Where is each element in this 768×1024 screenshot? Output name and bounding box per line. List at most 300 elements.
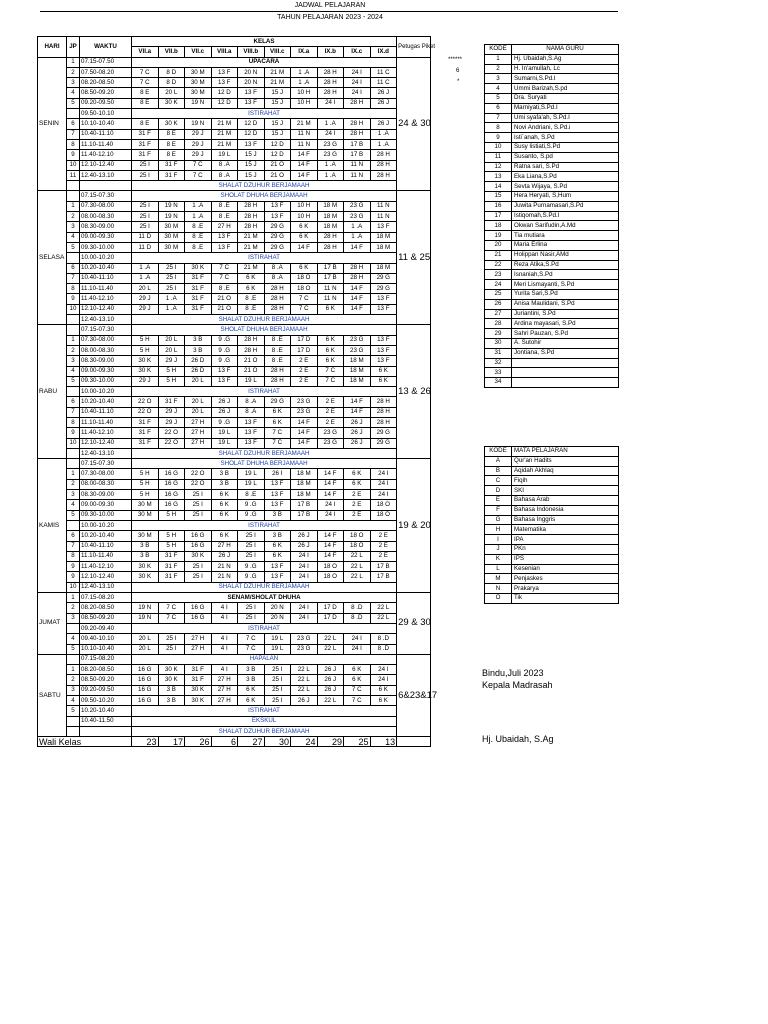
- lesson-cell: 1 .A: [344, 232, 371, 242]
- lesson-cell: 29 J: [158, 407, 185, 417]
- teacher-name: H. In'amullah, Lc: [512, 64, 619, 74]
- jp-cell: 2: [67, 212, 80, 222]
- lesson-cell: 25 I: [264, 685, 291, 695]
- jp-cell: 5: [67, 98, 80, 108]
- teacher-name: A. Sutohir: [512, 338, 619, 348]
- lesson-cell: 6 K: [264, 417, 291, 427]
- lesson-cell: 24 I: [291, 562, 318, 572]
- schedule-row: [38, 366, 431, 376]
- lesson-cell: 25 I: [132, 201, 159, 211]
- lesson-cell: 21 N: [211, 572, 238, 582]
- lesson-cell: 23 G: [317, 150, 344, 160]
- jp-cell: 10: [67, 304, 80, 314]
- lesson-cell: 19 L: [264, 644, 291, 654]
- subject-code: G: [485, 515, 512, 525]
- teacher-code: 4: [485, 84, 512, 94]
- activity-span: SHALAT DZUHUR BERJAMAAH: [132, 448, 397, 458]
- lesson-cell: 31 F: [132, 438, 159, 448]
- teacher-row: [485, 93, 619, 103]
- time-cell: 10.20-10.40: [80, 263, 132, 273]
- schedule-row: [38, 706, 431, 716]
- lesson-cell: 30 K: [185, 696, 212, 706]
- teacher-code: 5: [485, 93, 512, 103]
- lesson-cell: 30 K: [158, 665, 185, 675]
- jp-cell: 3: [67, 685, 80, 695]
- time-cell: 09.40-10.10: [80, 634, 132, 644]
- jp-cell: 6: [67, 119, 80, 129]
- lesson-cell: 24 I: [344, 88, 371, 98]
- schedule-row: [38, 510, 431, 520]
- teacher-name: Hj. Ubaidah,S.Ag: [512, 54, 619, 64]
- time-cell: 08.50-09.20: [80, 675, 132, 685]
- lesson-cell: 16 G: [132, 665, 159, 675]
- jp-cell: 1: [67, 201, 80, 211]
- lesson-cell: 13 F: [370, 356, 397, 366]
- lesson-cell: 28 H: [317, 67, 344, 77]
- lesson-cell: 22 O: [185, 479, 212, 489]
- teacher-row: [485, 289, 619, 299]
- time-cell: 09.00-09.30: [80, 500, 132, 510]
- lesson-cell: 6 K: [344, 675, 371, 685]
- lesson-cell: 8 E: [132, 98, 159, 108]
- lesson-cell: 14 F: [317, 479, 344, 489]
- jp-cell: [67, 191, 80, 201]
- teacher-name: Sumarni,S.Pd.I: [512, 74, 619, 84]
- jp-cell: 2: [67, 675, 80, 685]
- teacher-code: 18: [485, 221, 512, 231]
- teacher-name-header: NAMA GURU: [512, 45, 619, 55]
- lesson-cell: 1 .A: [370, 139, 397, 149]
- schedule-row: [38, 212, 431, 222]
- homeroom-value: 26: [185, 737, 212, 747]
- lesson-cell: 18 M: [291, 490, 318, 500]
- lesson-cell: 24 I: [317, 98, 344, 108]
- jp-cell: 5: [67, 644, 80, 654]
- time-cell: 08.30-09.00: [80, 356, 132, 366]
- lesson-cell: 21 M: [264, 67, 291, 77]
- lesson-cell: 1 .A: [291, 78, 318, 88]
- lesson-cell: 19 L: [264, 634, 291, 644]
- subject-row: [485, 505, 619, 515]
- lesson-cell: 7 C: [211, 263, 238, 273]
- lesson-cell: 14 F: [344, 284, 371, 294]
- lesson-cell: 27 H: [185, 438, 212, 448]
- lesson-cell: 29 J: [158, 417, 185, 427]
- time-cell: 11.40-12.10: [80, 562, 132, 572]
- teacher-name: Susanto, S.pd: [512, 152, 619, 162]
- teacher-code: 21: [485, 250, 512, 260]
- lesson-cell: 30 M: [132, 531, 159, 541]
- teacher-row: [485, 84, 619, 94]
- lesson-cell: 26 D: [185, 366, 212, 376]
- teacher-code: 13: [485, 172, 512, 182]
- lesson-cell: 23 G: [291, 407, 318, 417]
- lesson-cell: 30 M: [132, 510, 159, 520]
- time-cell: 07.15-07.30: [80, 325, 132, 335]
- jp-cell: 9: [67, 150, 80, 160]
- lesson-cell: 28 H: [238, 212, 265, 222]
- lesson-cell: 31 F: [158, 551, 185, 561]
- jp-cell: [67, 181, 80, 191]
- teacher-name: Marniyati,S.Pd.I: [512, 103, 619, 113]
- lesson-cell: 17 B: [370, 562, 397, 572]
- teacher-code: 20: [485, 240, 512, 250]
- lesson-cell: 17 D: [291, 345, 318, 355]
- schedule-row: [38, 253, 431, 263]
- lesson-cell: 14 F: [317, 551, 344, 561]
- activity-span: EKSKUL: [132, 716, 397, 726]
- lesson-cell: 3 B: [211, 479, 238, 489]
- duty-officer: 29 & 30: [397, 593, 431, 655]
- lesson-cell: 23 G: [344, 345, 371, 355]
- lesson-cell: 5 H: [132, 469, 159, 479]
- teacher-row: [485, 280, 619, 290]
- lesson-cell: 13 F: [370, 222, 397, 232]
- lesson-cell: 25 I: [238, 531, 265, 541]
- time-cell: 07.50-08.20: [80, 67, 132, 77]
- lesson-cell: 21 M: [291, 119, 318, 129]
- lesson-cell: 23 G: [317, 428, 344, 438]
- subject-name: Qur'an Hadits: [512, 456, 619, 466]
- lesson-cell: 22 L: [317, 634, 344, 644]
- lesson-cell: 25 I: [238, 603, 265, 613]
- time-cell: 09.20-09.40: [80, 623, 132, 633]
- time-cell: 09.50-10.10: [80, 109, 132, 119]
- lesson-cell: 27 H: [211, 685, 238, 695]
- lesson-cell: 17 B: [344, 150, 371, 160]
- activity-span: SHALAT DZUHUR BERJAMAAH: [132, 726, 397, 736]
- jp-cell: [67, 716, 80, 726]
- lesson-cell: 3 B: [185, 345, 212, 355]
- lesson-cell: 27 H: [185, 417, 212, 427]
- lesson-cell: 28 H: [317, 232, 344, 242]
- lesson-cell: 18 O: [344, 541, 371, 551]
- lesson-cell: 29 J: [132, 294, 159, 304]
- jp-cell: 10: [67, 582, 80, 592]
- schedule-row: [38, 448, 431, 458]
- teacher-row: [485, 309, 619, 319]
- lesson-cell: 2 E: [370, 551, 397, 561]
- class-header: IX.b: [317, 47, 344, 57]
- teacher-code: 19: [485, 231, 512, 241]
- jp-cell: 1: [67, 469, 80, 479]
- col-piket: Petugas Piket: [397, 37, 431, 58]
- lesson-cell: 21 M: [211, 119, 238, 129]
- lesson-cell: 27 H: [211, 675, 238, 685]
- schedule-row: [38, 98, 431, 108]
- lesson-cell: 21 O: [264, 160, 291, 170]
- teacher-row: [485, 123, 619, 133]
- lesson-cell: 6 K: [370, 366, 397, 376]
- lesson-cell: 30 K: [158, 98, 185, 108]
- teacher-row: [485, 378, 619, 388]
- schedule-row: [38, 582, 431, 592]
- lesson-cell: 25 I: [185, 572, 212, 582]
- jp-cell: [67, 109, 80, 119]
- subject-code-header: KODE: [485, 447, 512, 457]
- lesson-cell: 29 J: [185, 150, 212, 160]
- lesson-cell: 8 .E: [264, 345, 291, 355]
- lesson-cell: 26 J: [291, 696, 318, 706]
- lesson-cell: 26 J: [370, 119, 397, 129]
- teacher-name: Ratna sari, S.Pd: [512, 162, 619, 172]
- lesson-cell: 1 .A: [317, 119, 344, 129]
- note-stars: ******: [448, 57, 463, 63]
- lesson-cell: 29 J: [185, 139, 212, 149]
- teacher-row: [485, 182, 619, 192]
- lesson-cell: 22 L: [317, 644, 344, 654]
- lesson-cell: 23 G: [291, 634, 318, 644]
- lesson-cell: 13 F: [211, 376, 238, 386]
- lesson-cell: 28 H: [264, 366, 291, 376]
- lesson-cell: 9 .G: [211, 335, 238, 345]
- lesson-cell: 16 G: [185, 613, 212, 623]
- subject-code: M: [485, 574, 512, 584]
- lesson-cell: 5 H: [158, 531, 185, 541]
- lesson-cell: 14 F: [317, 469, 344, 479]
- schedule-row: [38, 593, 431, 603]
- lesson-cell: 18 O: [317, 572, 344, 582]
- subject-name: Tik: [512, 593, 619, 603]
- lesson-cell: 20 L: [158, 88, 185, 98]
- lesson-cell: 8 .E: [238, 304, 265, 314]
- schedule-row: [38, 397, 431, 407]
- schedule-row: [38, 520, 431, 530]
- subject-name: Penjaskes: [512, 574, 619, 584]
- schedule-row: [38, 551, 431, 561]
- lesson-cell: 4 I: [211, 603, 238, 613]
- lesson-cell: 21 O: [211, 294, 238, 304]
- time-cell: 07.30-08.00: [80, 335, 132, 345]
- lesson-cell: 8 .E: [185, 222, 212, 232]
- jp-cell: 9: [67, 294, 80, 304]
- homeroom-value: 25: [344, 737, 371, 747]
- lesson-cell: 20 L: [185, 397, 212, 407]
- lesson-cell: 2 E: [317, 397, 344, 407]
- col-jp: JP: [67, 37, 80, 58]
- lesson-cell: 18 M: [344, 356, 371, 366]
- lesson-cell: 30 K: [185, 685, 212, 695]
- lesson-cell: 29 G: [264, 242, 291, 252]
- teacher-row: [485, 142, 619, 152]
- lesson-cell: 13 F: [370, 345, 397, 355]
- time-cell: 10.40-11.10: [80, 541, 132, 551]
- lesson-cell: 1 .A: [185, 201, 212, 211]
- teacher-row: [485, 221, 619, 231]
- teacher-code: 8: [485, 123, 512, 133]
- lesson-cell: 26 D: [185, 356, 212, 366]
- lesson-cell: 13 F: [264, 562, 291, 572]
- subject-code: L: [485, 564, 512, 574]
- jp-cell: 1: [67, 665, 80, 675]
- lesson-cell: 25 I: [264, 665, 291, 675]
- lesson-cell: 28 H: [264, 376, 291, 386]
- lesson-cell: 29 J: [185, 129, 212, 139]
- col-waktu: WAKTU: [80, 37, 132, 58]
- lesson-cell: 18 O: [370, 510, 397, 520]
- day-name: SABTU: [38, 654, 67, 736]
- teacher-code: 17: [485, 211, 512, 221]
- lesson-cell: 8 .A: [211, 170, 238, 180]
- schedule-row: [38, 654, 431, 664]
- lesson-cell: 28 H: [238, 335, 265, 345]
- duty-officer: 19 & 20: [397, 459, 431, 593]
- subject-row: [485, 574, 619, 584]
- lesson-cell: 8 .E: [264, 335, 291, 345]
- lesson-cell: 28 H: [344, 263, 371, 273]
- duty-officer: 24 & 30: [397, 57, 431, 191]
- lesson-cell: 22 L: [344, 572, 371, 582]
- lesson-cell: 17 B: [291, 500, 318, 510]
- lesson-cell: 24 I: [291, 603, 318, 613]
- time-cell: 11.10-11.40: [80, 551, 132, 561]
- lesson-cell: 14 F: [291, 170, 318, 180]
- lesson-cell: 4 I: [211, 644, 238, 654]
- jp-cell: [67, 387, 80, 397]
- lesson-cell: 25 I: [158, 284, 185, 294]
- schedule-row: [38, 232, 431, 242]
- lesson-cell: 26 J: [291, 531, 318, 541]
- lesson-cell: 12 D: [211, 98, 238, 108]
- note-six: 6: [456, 68, 460, 74]
- teacher-code: 26: [485, 299, 512, 309]
- lesson-cell: 19 L: [211, 150, 238, 160]
- lesson-cell: 8 .A: [211, 160, 238, 170]
- activity-span: SHALAT DZUHUR BERJAMAAH: [132, 582, 397, 592]
- jp-cell: 3: [67, 613, 80, 623]
- class-header: VII.a: [132, 47, 159, 57]
- lesson-cell: 6 K: [291, 232, 318, 242]
- lesson-cell: 5 H: [132, 479, 159, 489]
- subject-name-header: MATA PELAJARAN: [512, 447, 619, 457]
- lesson-cell: 30 K: [132, 356, 159, 366]
- lesson-cell: 21 M: [238, 232, 265, 242]
- jp-cell: 2: [67, 345, 80, 355]
- lesson-cell: 28 H: [238, 222, 265, 232]
- schedule-row: [38, 675, 431, 685]
- teacher-name: Jontiana, S.Pd: [512, 348, 619, 358]
- time-cell: 12.10-12.40: [80, 438, 132, 448]
- lesson-cell: 18 M: [291, 469, 318, 479]
- lesson-cell: 30 M: [158, 242, 185, 252]
- lesson-cell: 30 K: [132, 366, 159, 376]
- teacher-name: Juriantini, S.Pd: [512, 309, 619, 319]
- subject-name: IPA: [512, 535, 619, 545]
- lesson-cell: 16 G: [158, 469, 185, 479]
- time-cell: 11.10-11.40: [80, 139, 132, 149]
- time-cell: 10.20-10.40: [80, 706, 132, 716]
- jp-cell: 9: [67, 428, 80, 438]
- lesson-cell: 9 .G: [238, 572, 265, 582]
- lesson-cell: 9 .G: [211, 417, 238, 427]
- teacher-row: [485, 231, 619, 241]
- time-cell: 08.00-08.30: [80, 212, 132, 222]
- teacher-row: [485, 152, 619, 162]
- subject-row: [485, 476, 619, 486]
- lesson-cell: 28 H: [317, 242, 344, 252]
- time-cell: 10.40-11.10: [80, 273, 132, 283]
- lesson-cell: 30 K: [185, 551, 212, 561]
- lesson-cell: 6 K: [370, 685, 397, 695]
- jp-cell: 2: [67, 67, 80, 77]
- lesson-cell: 23 G: [344, 335, 371, 345]
- activity-span: UPACARA: [132, 57, 397, 67]
- subject-code: J: [485, 544, 512, 554]
- lesson-cell: 22 L: [344, 551, 371, 561]
- lesson-cell: 4 I: [211, 634, 238, 644]
- schedule-row: [38, 356, 431, 366]
- lesson-cell: 24 I: [291, 551, 318, 561]
- activity-span: ISTIRAHAT: [132, 623, 397, 633]
- lesson-cell: 20 N: [238, 78, 265, 88]
- lesson-cell: 21 M: [238, 242, 265, 252]
- lesson-cell: 5 H: [158, 510, 185, 520]
- lesson-cell: 12 D: [238, 119, 265, 129]
- teacher-table: [484, 44, 619, 388]
- lesson-cell: 7 C: [158, 613, 185, 623]
- jp-cell: 5: [67, 510, 80, 520]
- teacher-code-header: KODE: [485, 45, 512, 55]
- lesson-cell: 18 O: [370, 500, 397, 510]
- time-cell: 07.30-08.00: [80, 201, 132, 211]
- lesson-cell: 29 G: [264, 232, 291, 242]
- lesson-cell: 11 N: [317, 294, 344, 304]
- jp-cell: [67, 325, 80, 335]
- schedule-row: [38, 490, 431, 500]
- lesson-cell: 7 C: [185, 160, 212, 170]
- teacher-name: [512, 368, 619, 378]
- lesson-cell: 8 .D: [370, 644, 397, 654]
- activity-span: ISTIRAHAT: [132, 387, 397, 397]
- lesson-cell: 14 F: [344, 304, 371, 314]
- lesson-cell: 13 F: [370, 335, 397, 345]
- activity-span: SHALAT DZUHUR BERJAMAAH: [132, 315, 397, 325]
- time-cell: 11.40-12.10: [80, 428, 132, 438]
- lesson-cell: 28 H: [344, 119, 371, 129]
- lesson-cell: 20 L: [132, 634, 159, 644]
- lesson-cell: 6 K: [238, 696, 265, 706]
- lesson-cell: 24 I: [344, 78, 371, 88]
- lesson-cell: 23 G: [291, 644, 318, 654]
- lesson-cell: 11 D: [132, 232, 159, 242]
- lesson-cell: 19 L: [238, 479, 265, 489]
- teacher-name: Isti`anah, S.Pd: [512, 133, 619, 143]
- lesson-cell: 6 K: [264, 407, 291, 417]
- teacher-name: Sahri Pauzan, S.Pd: [512, 329, 619, 339]
- lesson-cell: 25 I: [158, 644, 185, 654]
- schedule-row: [38, 119, 431, 129]
- lesson-cell: 2 E: [291, 376, 318, 386]
- lesson-cell: 24 I: [317, 129, 344, 139]
- teacher-name: Juwita Purnamasari,S.Pd: [512, 201, 619, 211]
- lesson-cell: 18 O: [291, 273, 318, 283]
- lesson-cell: 17 B: [344, 139, 371, 149]
- teacher-code: 3: [485, 74, 512, 84]
- lesson-cell: 14 F: [291, 150, 318, 160]
- schedule-row: [38, 716, 431, 726]
- homeroom-label: Wali Kelas: [38, 737, 132, 747]
- lesson-cell: 31 F: [132, 428, 159, 438]
- lesson-cell: 14 F: [291, 428, 318, 438]
- lesson-cell: 13 F: [211, 242, 238, 252]
- lesson-cell: 28 H: [264, 284, 291, 294]
- lesson-cell: 15 J: [264, 129, 291, 139]
- lesson-cell: 8 E: [158, 139, 185, 149]
- lesson-cell: 26 J: [370, 88, 397, 98]
- lesson-cell: 25 I: [185, 500, 212, 510]
- teacher-name: Dra. Suryati: [512, 93, 619, 103]
- teacher-name: Ummi Barizah,S.pd: [512, 84, 619, 94]
